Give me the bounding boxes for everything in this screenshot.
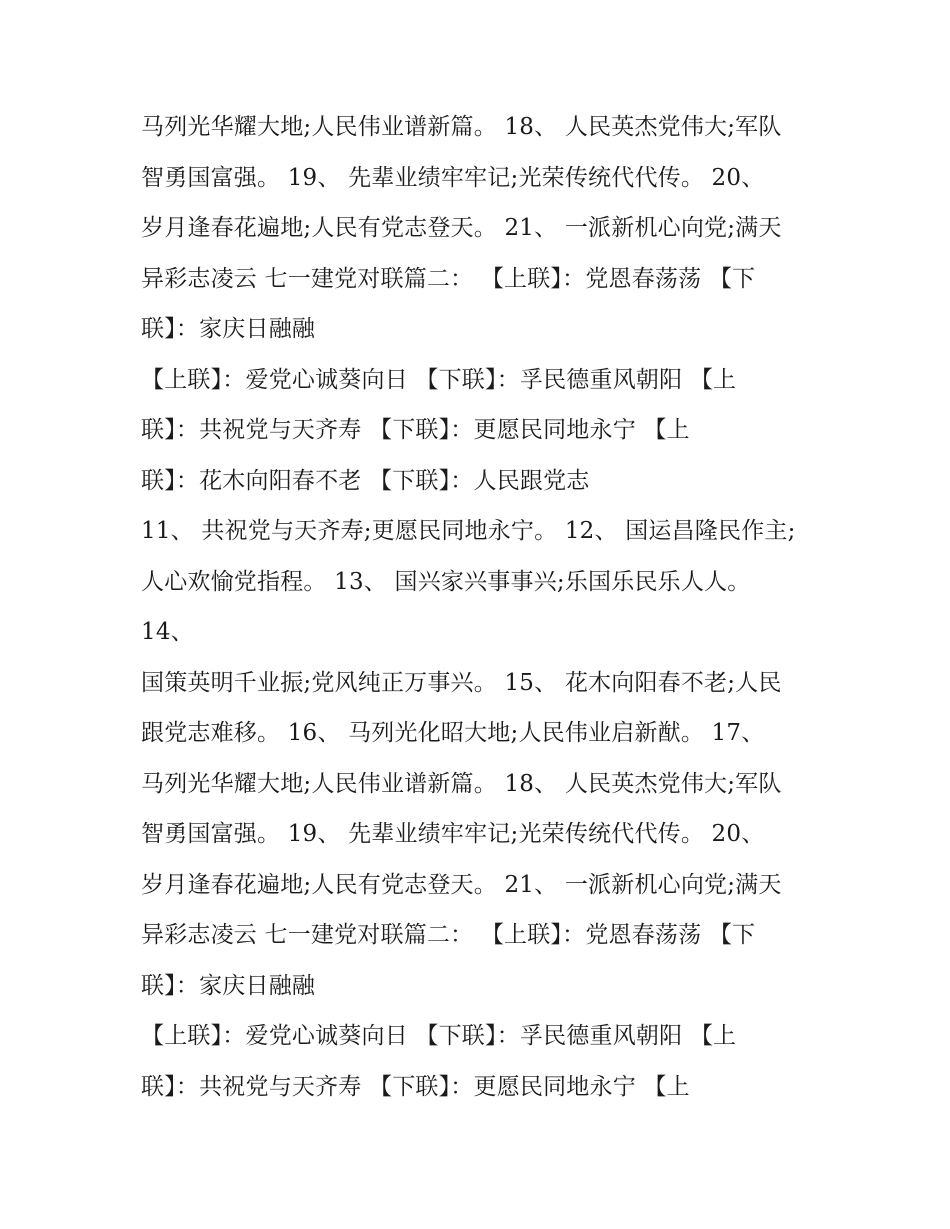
text-line-8: 联】：花木向阳春不老 【下联】：人民跟党志 xyxy=(141,467,590,494)
text-line-15: 智勇国富强。 19、 先辈业绩牢牢记;光荣传统代代传。 20、 xyxy=(141,821,765,847)
text-line-3: 岁月逢春花遍地;人民有党志登天。 21、 一派新机心向党;满天 xyxy=(141,215,782,241)
text-line-19: 【上联】：爱党心诚葵向日 【下联】：孚民德重风朝阳 【上 xyxy=(141,1023,737,1049)
text-line-11: 14、 xyxy=(141,619,194,645)
text-line-10: 人心欢愉党指程。 13、 国兴家兴事事兴;乐国乐民乐人人。 xyxy=(141,568,751,595)
text-line-18: 联】：家庆日融融 xyxy=(141,972,316,999)
text-line-16: 岁月逢春花遍地;人民有党志登天。 21、 一派新机心向党;满天 xyxy=(141,871,782,898)
text-line-5: 联】：家庆日融融 xyxy=(141,316,316,342)
text-line-4: 异彩志凌云 七一建党对联篇二： 【上联】：党恩春荡荡 【下 xyxy=(141,265,756,292)
text-line-20: 联】：共祝党与天齐寿 【下联】：更愿民同地永宁 【上 xyxy=(141,1073,690,1100)
text-line-7: 联】：共祝党与天齐寿 【下联】：更愿民同地永宁 【上 xyxy=(141,417,690,443)
text-line-6: 【上联】：爱党心诚葵向日 【下联】：孚民德重风朝阳 【上 xyxy=(141,366,737,393)
text-line-1: 马列光华耀大地;人民伟业谱新篇。 18、 人民英杰党伟大;军队 xyxy=(141,114,782,140)
text-line-13: 跟党志难移。 16、 马列光化昭大地;人民伟业启新猷。 17、 xyxy=(141,720,765,746)
text-line-17: 异彩志凌云 七一建党对联篇二： 【上联】：党恩春荡荡 【下 xyxy=(141,922,756,948)
document-body xyxy=(141,102,821,1112)
text-line-14: 马列光华耀大地;人民伟业谱新篇。 18、 人民英杰党伟大;军队 xyxy=(141,770,782,797)
text-line-9: 11、 共祝党与天齐寿;更愿民同地永宁。 12、 国运昌隆民作主; xyxy=(141,518,796,544)
text-line-2: 智勇国富强。 19、 先辈业绩牢牢记;光荣传统代代传。 20、 xyxy=(141,164,765,191)
text-line-12: 国策英明千业振;党风纯正万事兴。 15、 花木向阳春不老;人民 xyxy=(141,669,782,696)
